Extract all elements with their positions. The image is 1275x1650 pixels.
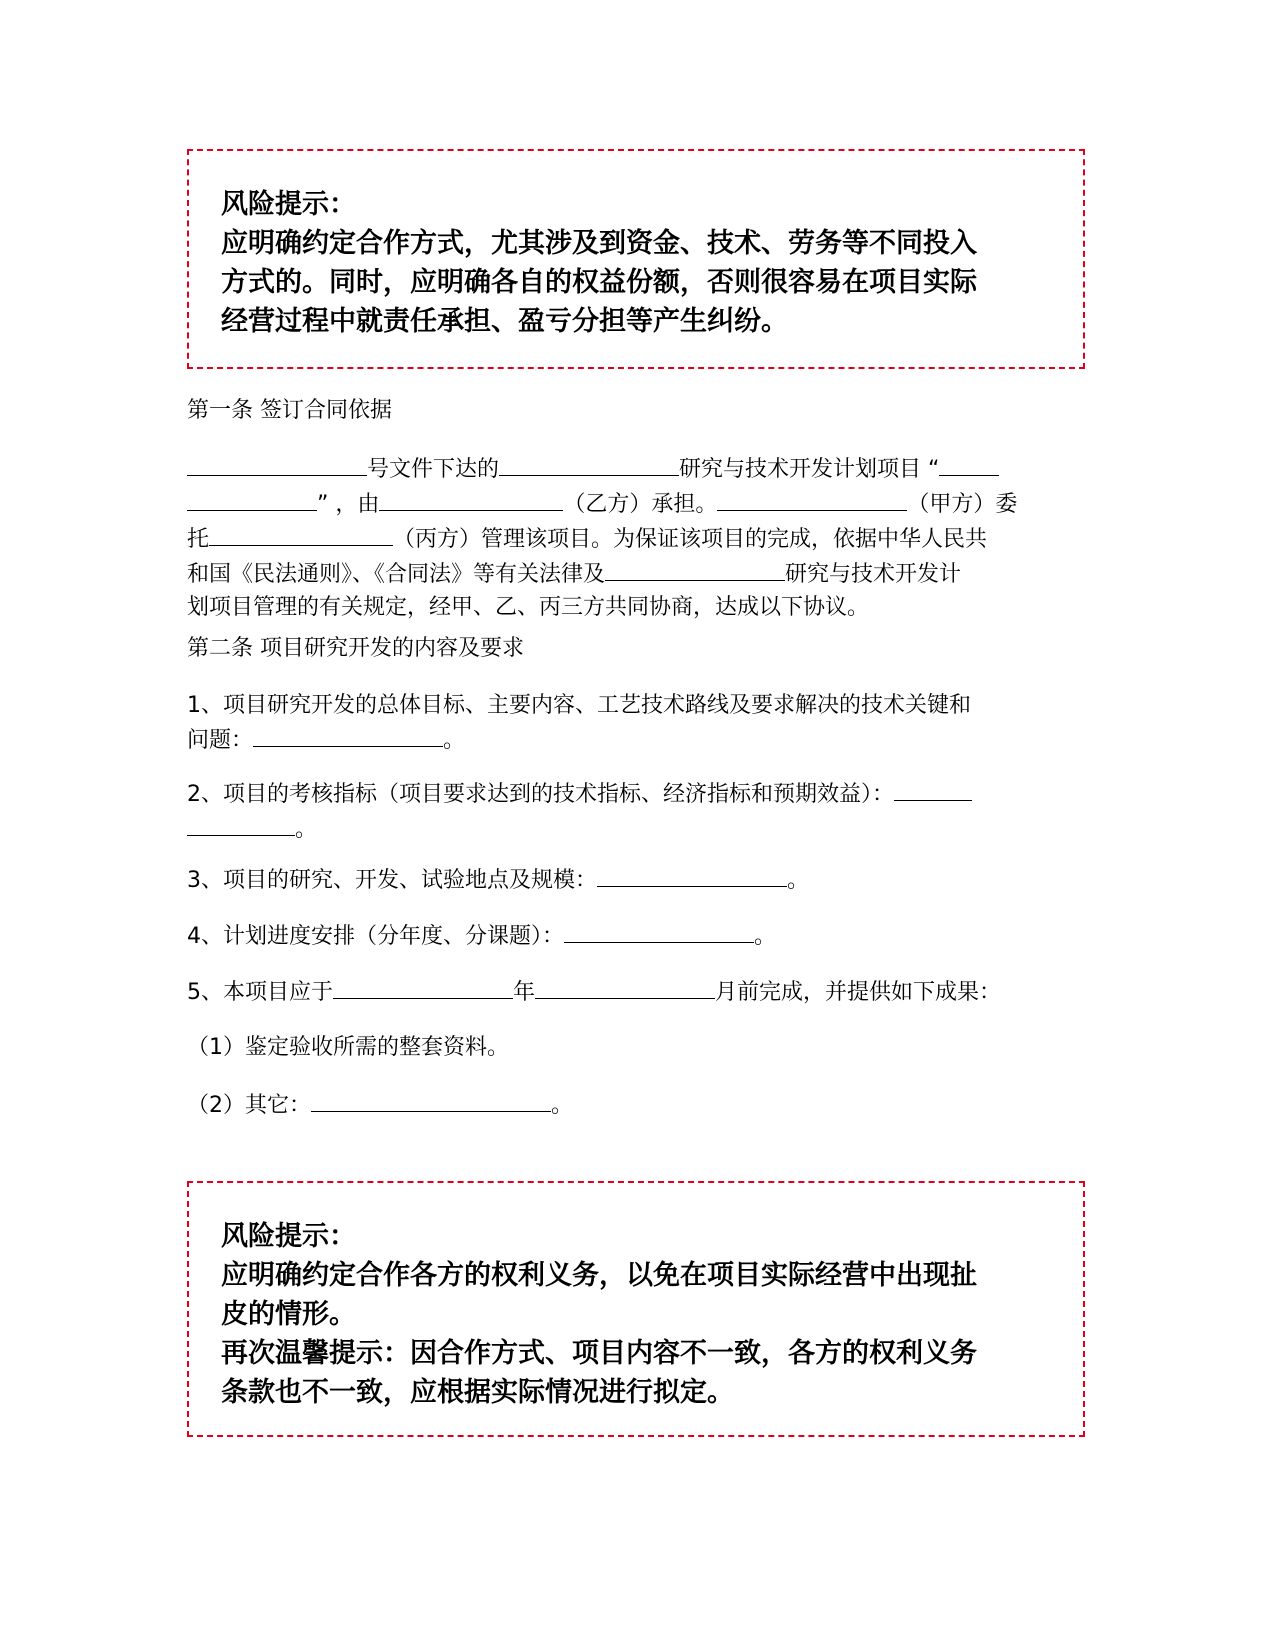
blank-field[interactable] xyxy=(535,974,715,999)
risk-notice-line: 皮的情形。 xyxy=(221,1299,356,1330)
risk-notice-line: 条款也不一致，应根据实际情况进行拟定。 xyxy=(221,1377,734,1408)
article-1-body xyxy=(187,451,1085,624)
article-1-line: 号文件下达的 研究与技术开发计划项目 “ xyxy=(187,451,1085,486)
risk-notice-line: 经营过程中就责任承担、盈亏分担等产生纠纷。 xyxy=(221,306,788,337)
article-2-item-3: 3、项目的研究、开发、试验地点及规模： 。 xyxy=(187,862,1085,897)
article-2-item-2: 2、项目的考核指标（项目要求达到的技术指标、经济指标和预期效益）： 。 xyxy=(187,776,1085,846)
article-1-heading: 第一条 签订合同依据 xyxy=(187,398,392,423)
article-2-item-1: 1、项目研究开发的总体目标、主要内容、工艺技术路线及要求解决的技术关键和 问题： 。 xyxy=(187,693,971,753)
article-2-sub-1: （1）鉴定验收所需的整套资料。 xyxy=(187,1035,509,1060)
blank-field[interactable] xyxy=(939,451,999,476)
article-1-line: 托 （丙方）管理该项目。为保证该项目的完成，依据中华人民共 xyxy=(187,521,1085,556)
blank-field[interactable] xyxy=(894,776,972,801)
blank-field[interactable] xyxy=(187,811,295,836)
risk-notice-title: 风险提示： xyxy=(221,189,356,220)
article-1-line: 划项目管理的有关规定，经甲、乙、丙三方共同协商，达成以下协议。 xyxy=(187,595,870,620)
blank-field[interactable] xyxy=(209,521,393,546)
blank-field[interactable] xyxy=(597,862,787,887)
blank-field[interactable] xyxy=(717,486,907,511)
risk-notice-line: 应明确约定合作方式，尤其涉及到资金、技术、劳务等不同投入 xyxy=(221,228,977,259)
risk-notice-line: 再次温馨提示：因合作方式、项目内容不一致，各方的权利义务 xyxy=(221,1338,977,1369)
blank-field[interactable] xyxy=(311,1087,551,1112)
blank-field[interactable] xyxy=(564,918,754,943)
article-2-item-4: 4、计划进度安排（分年度、分课题）： 。 xyxy=(187,918,1085,953)
blank-field[interactable] xyxy=(187,486,317,511)
risk-notice-line: 应明确约定合作各方的权利义务，以免在项目实际经营中出现扯 xyxy=(221,1260,977,1291)
blank-field[interactable] xyxy=(253,722,443,747)
blank-field[interactable] xyxy=(379,486,563,511)
risk-notice-title: 风险提示： xyxy=(221,1221,356,1252)
article-2-heading-block xyxy=(187,632,1085,665)
article-1-line: 和国《民法通则》、《合同法》等有关法律及 研究与技术开发计 xyxy=(187,556,1085,591)
risk-notice-line: 方式的。同时，应明确各自的权益份额，否则很容易在项目实际 xyxy=(221,267,977,298)
blank-field[interactable] xyxy=(187,451,367,476)
risk-notice-box-1 xyxy=(187,149,1085,369)
article-1-heading-block xyxy=(187,394,1085,427)
risk-notice-box-2 xyxy=(187,1181,1085,1437)
blank-field[interactable] xyxy=(499,451,679,476)
article-2-sub-2: （2）其它： 。 xyxy=(187,1087,1085,1122)
blank-field[interactable] xyxy=(333,974,513,999)
article-2-heading: 第二条 项目研究开发的内容及要求 xyxy=(187,636,524,661)
article-2-item-5: 5、本项目应于 年 月前完成，并提供如下成果： xyxy=(187,974,1085,1009)
article-1-line: ” ，由 （乙方）承担。 （甲方）委 xyxy=(187,486,1085,521)
blank-field[interactable] xyxy=(605,556,785,581)
